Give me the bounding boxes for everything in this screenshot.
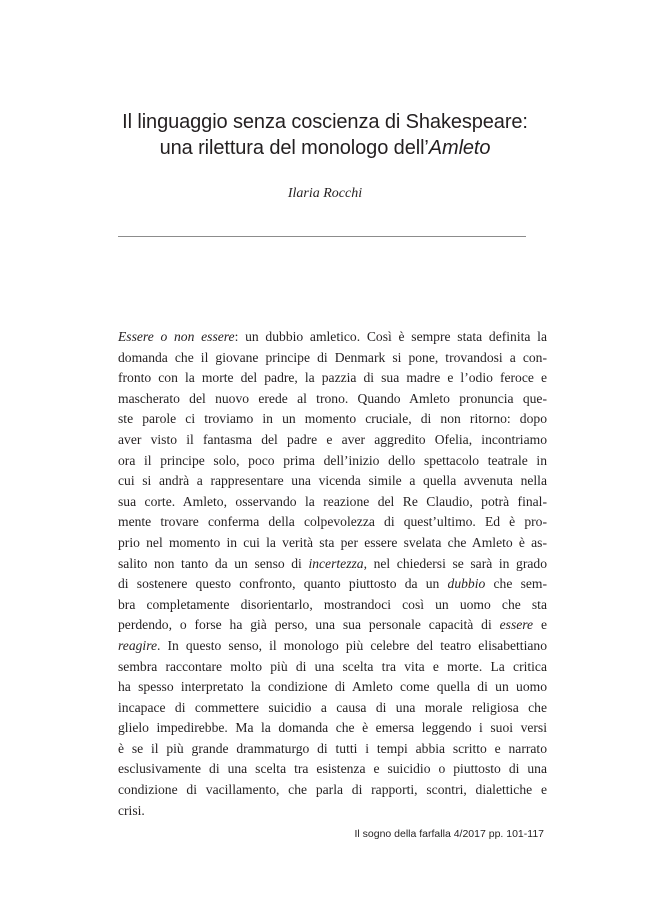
title-line-2	[60, 135, 590, 161]
body-line	[118, 389, 547, 410]
body-text-run: è se il più grande drammaturgo di tutti i tempi abbia scritto e narrato	[118, 740, 547, 756]
article-title	[60, 109, 590, 161]
body-line	[118, 718, 547, 739]
body-text-run: cui si andrà a rappresentare una vicenda simile a quella avvenuta nella	[118, 473, 547, 489]
body-text-run: di sostenere questo confronto, quanto piuttosto da un	[118, 576, 448, 592]
body-line	[118, 595, 547, 616]
body-line	[118, 657, 547, 678]
body-line	[118, 451, 547, 472]
body-line	[118, 327, 547, 348]
body-line	[118, 801, 547, 822]
author-name: Ilaria Rocchi	[287, 186, 363, 201]
italic-term: dubbio	[447, 576, 486, 592]
body-line	[118, 574, 547, 595]
body-text-run: aver visto il fantasma del padre e aver aggredito Ofelia, incontriamo	[118, 431, 547, 447]
body-line	[118, 512, 547, 533]
header-divider	[118, 236, 526, 237]
body-line	[118, 698, 547, 719]
body-text-run: ha spesso interpretato la condizione di Amleto come quella di un uomo	[118, 679, 547, 695]
body-text-run: e	[533, 617, 547, 633]
body-line	[118, 533, 547, 554]
body-text-run: condizione di vacillamento, che parla di rapporti, scontri, dialettiche e	[118, 782, 547, 798]
body-line	[118, 430, 547, 451]
body-text-run: salito non tanto da un senso di	[118, 555, 309, 571]
body-text-run: domanda che il giovane principe di Denmark si pone, trovandosi a con-	[118, 349, 547, 365]
title-play-name: Amleto	[428, 137, 491, 159]
body-line	[118, 759, 547, 780]
italic-term: essere	[499, 617, 534, 633]
body-line	[118, 677, 547, 698]
body-text-run: bra completamente disorientarlo, mostrandoci così un uomo che sta	[118, 596, 547, 612]
body-text-run: esclusivamente di una scelta tra esistenza e suicidio o piuttosto di una	[118, 761, 547, 777]
body-text-run: mascherato del nuovo erede al trono. Quando Amleto pronuncia que-	[118, 390, 547, 406]
body-line	[118, 409, 547, 430]
body-text-run: . In questo senso, il monologo più celebre del teatro elisabettiano	[157, 637, 547, 653]
body-text-run: crisi.	[118, 802, 145, 818]
body-text-run: mente trovare conferma della colpevolezza di quest’ultimo. Ed è pro-	[118, 514, 547, 530]
body-line	[118, 554, 547, 575]
body-line	[118, 780, 547, 801]
body-text-run: : un dubbio amletico. Così è sempre stata definita la	[234, 329, 547, 344]
italic-term: incertezza	[308, 555, 364, 571]
body-text-run: prio nel momento in cui la verità sta per essere svelata che Amleto è as-	[118, 534, 547, 550]
body-text-run: , nel chiedersi se sarà in grado	[363, 555, 547, 571]
italic-term: reagire	[118, 637, 158, 653]
body-paragraph	[118, 327, 547, 821]
journal-citation-footer: Il sogno della farfalla 4/2017 pp. 101-117	[354, 828, 544, 840]
body-line	[118, 492, 547, 513]
body-line	[118, 615, 547, 636]
body-text-run: sembra raccontare molto più di una scelta tra vita e morte. La critica	[118, 658, 547, 674]
body-line	[118, 348, 547, 369]
body-line	[118, 368, 547, 389]
body-line	[118, 739, 547, 760]
body-line	[118, 471, 547, 492]
body-text-run: che sem-	[485, 576, 547, 592]
body-text-run: incapace di commettere suicidio a causa di una morale religiosa che	[118, 699, 547, 715]
title-line-2-text: una rilettura del monologo dell’	[159, 137, 429, 159]
body-text-run: sua corte. Amleto, osservando la reazione del Re Claudio, potrà final-	[118, 493, 547, 509]
italic-term: Essere o non essere	[118, 329, 235, 344]
title-line-1: Il linguaggio senza coscienza di Shakespeare:	[122, 111, 528, 133]
body-line	[118, 636, 547, 657]
body-text-run: ste parole ci troviamo in un momento cruciale, di non ritorno: dopo	[118, 411, 547, 427]
body-text-run: perdendo, o forse ha già perso, una sua personale capacità di	[118, 617, 500, 633]
body-text-run: glielo impedirebbe. Ma la domanda che è emersa leggendo i suoi versi	[118, 720, 547, 736]
body-text-run: ora il principe solo, poco prima dell’inizio dello spettacolo teatrale in	[118, 452, 547, 468]
body-text-run: fronto con la morte del padre, la pazzia di sua madre e l’odio feroce e	[118, 370, 547, 386]
